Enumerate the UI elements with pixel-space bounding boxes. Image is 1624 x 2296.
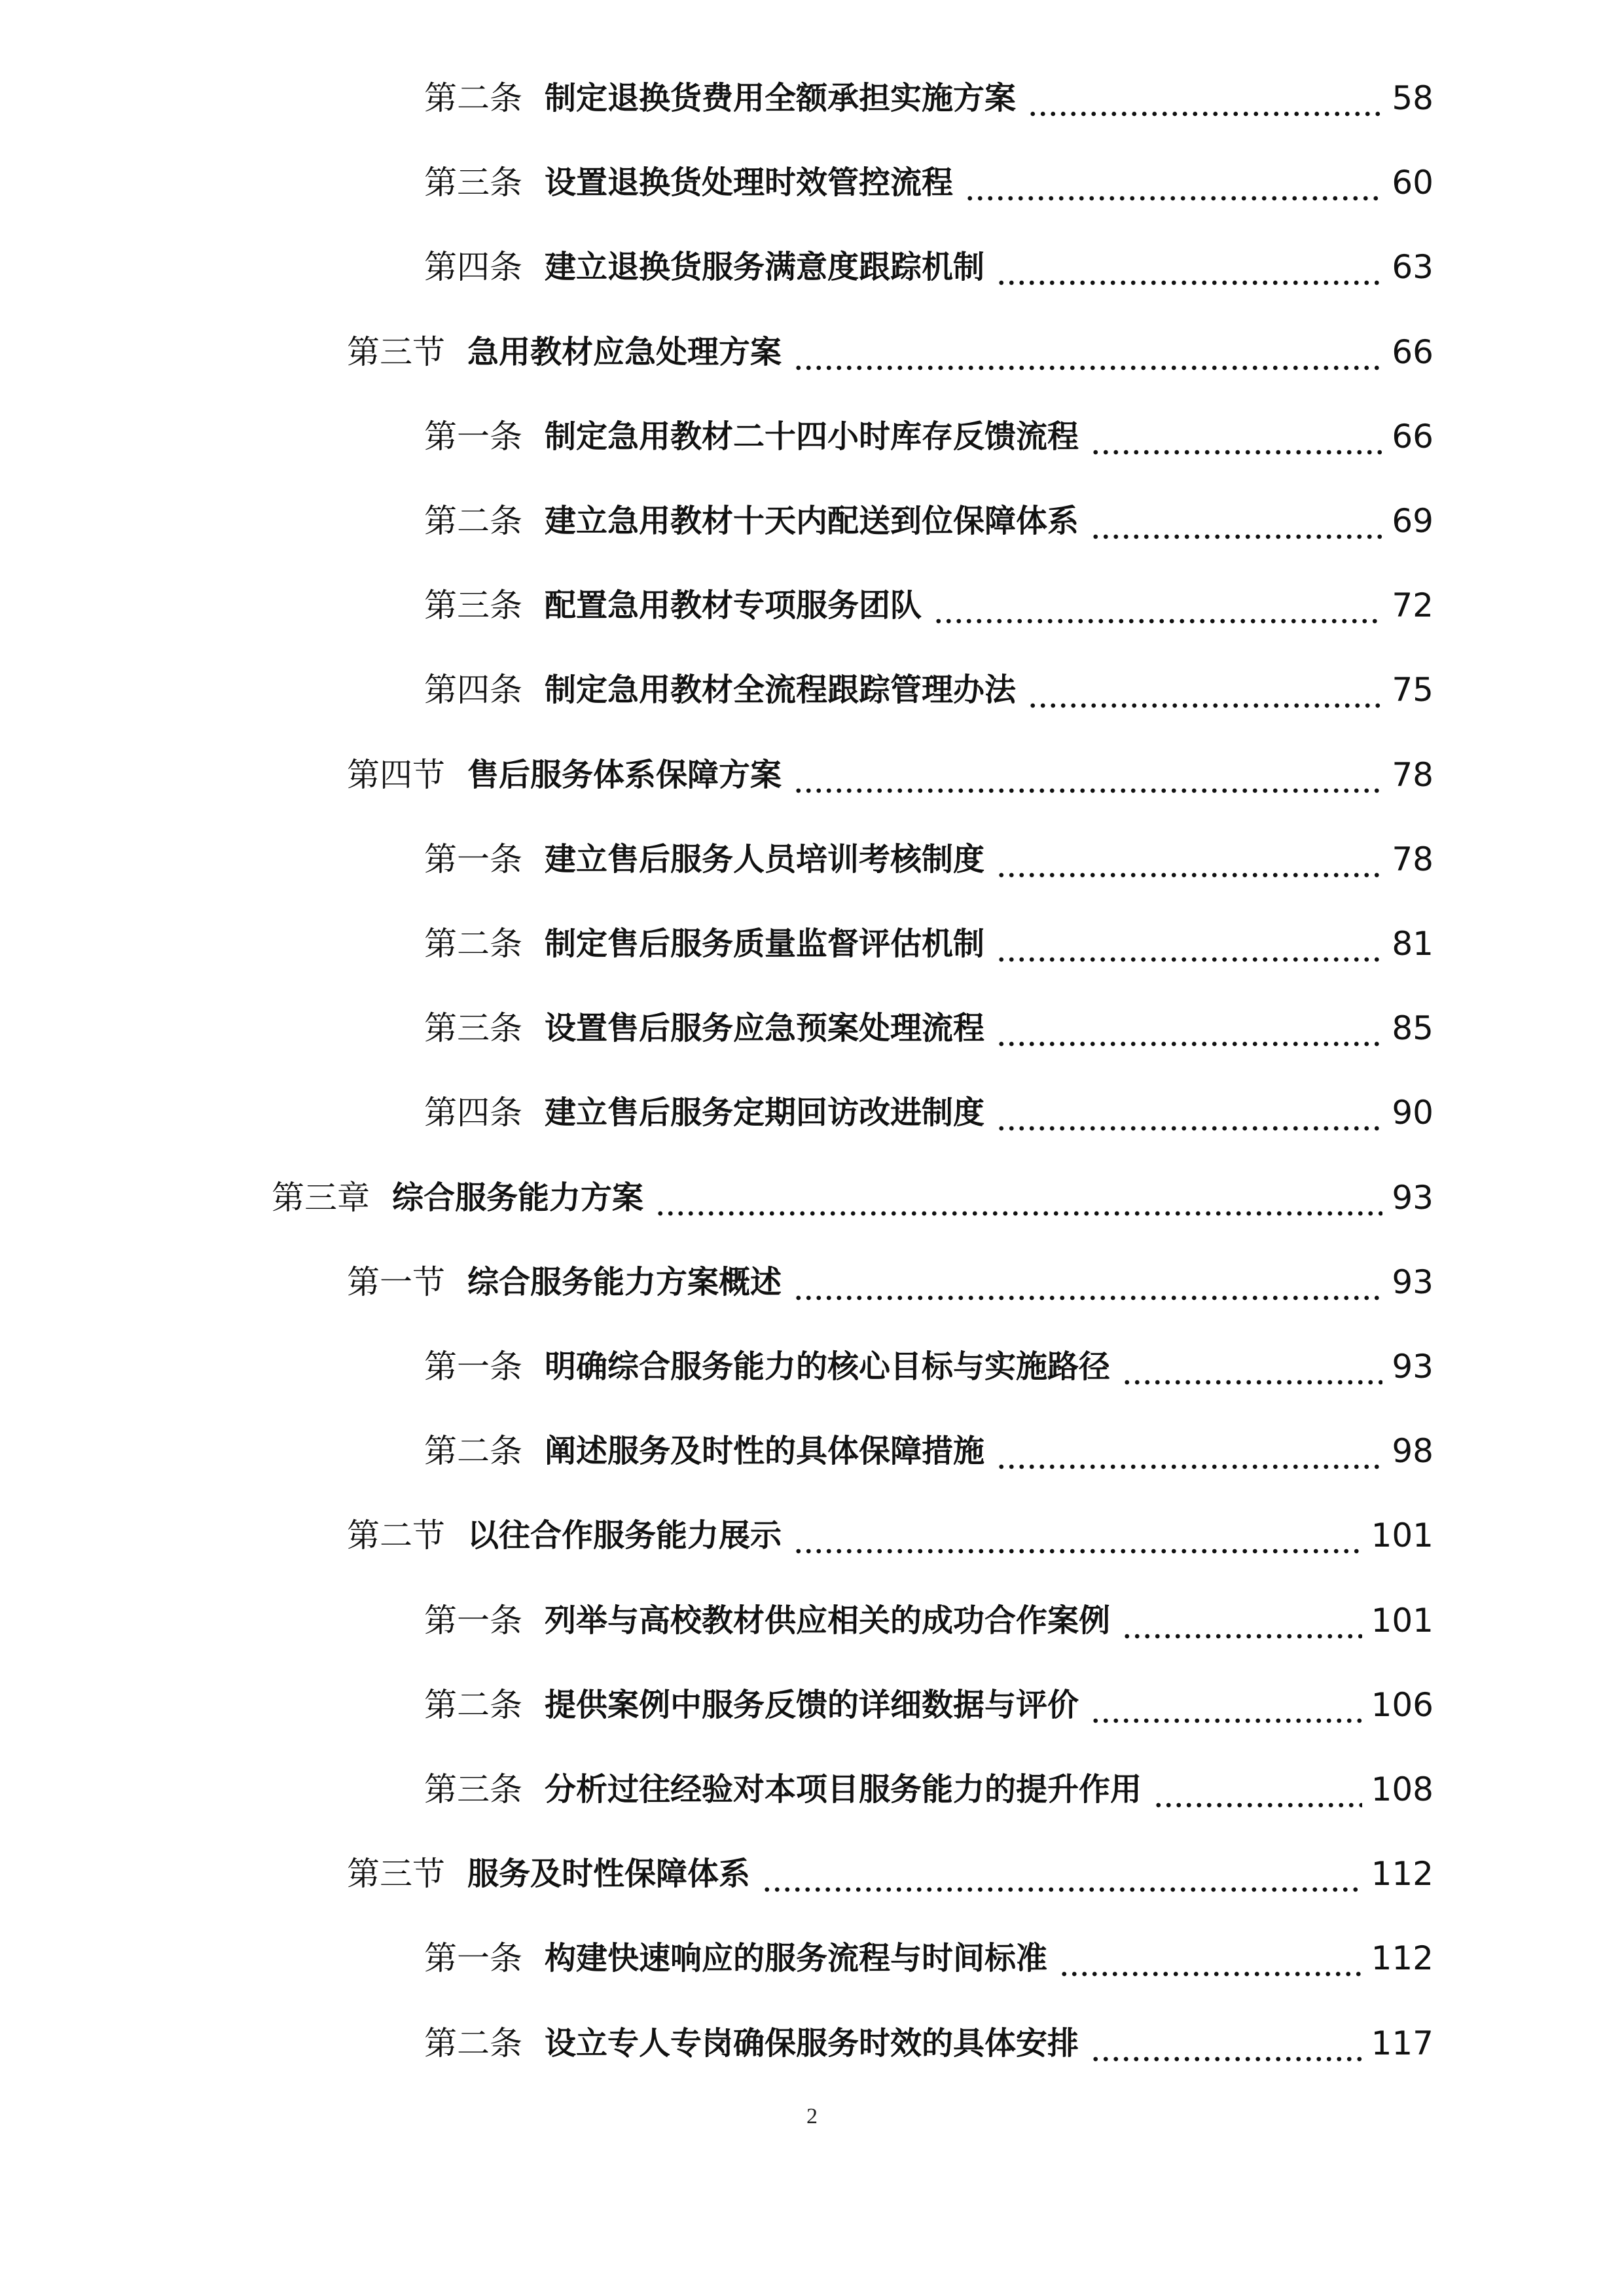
toc-entry-title: 建立售后服务定期回访改进制度 bbox=[545, 1094, 985, 1131]
toc-entry-title: 制定急用教材二十四小时库存反馈流程 bbox=[545, 418, 1079, 455]
toc-entry-title: 构建快速响应的服务流程与时间标准 bbox=[545, 1940, 1048, 1977]
toc-entry-page-number: 101 bbox=[1371, 1602, 1434, 1640]
toc-entry-prefix: 第三条 bbox=[424, 586, 522, 624]
toc-dot-leader bbox=[1091, 410, 1382, 463]
toc-entry-page-number: 81 bbox=[1392, 925, 1434, 963]
toc-entry[interactable] bbox=[424, 664, 1434, 716]
toc-dot-leader bbox=[1028, 664, 1382, 716]
toc-dot-leader bbox=[1091, 1679, 1362, 1731]
toc-entry-page-number: 106 bbox=[1371, 1686, 1434, 1724]
toc-dot-leader bbox=[996, 241, 1382, 293]
toc-entry-prefix: 第二条 bbox=[424, 79, 522, 117]
toc-entry[interactable] bbox=[424, 2017, 1434, 2070]
toc-entry-title: 服务及时性保障体系 bbox=[467, 1856, 751, 1892]
toc-entry[interactable] bbox=[347, 1256, 1434, 1308]
toc-entry-prefix: 第四条 bbox=[424, 248, 522, 286]
toc-dot-leader bbox=[1153, 1763, 1362, 1816]
toc-entry[interactable] bbox=[347, 1848, 1434, 1900]
toc-dot-leader bbox=[793, 326, 1382, 378]
toc-entry-page-number: 69 bbox=[1392, 502, 1434, 540]
toc-entry-page-number: 93 bbox=[1392, 1348, 1434, 1386]
toc-entry-title: 列举与高校教材供应相关的成功合作案例 bbox=[545, 1602, 1111, 1639]
toc-entry-page-number: 63 bbox=[1392, 248, 1434, 286]
toc-entry[interactable] bbox=[347, 326, 1434, 378]
toc-dot-leader bbox=[1122, 1594, 1362, 1647]
toc-entry[interactable] bbox=[424, 579, 1434, 632]
toc-entry[interactable] bbox=[424, 156, 1434, 209]
toc-entry[interactable] bbox=[424, 918, 1434, 970]
toc-entry-title: 设置退换货处理时效管控流程 bbox=[545, 164, 954, 201]
toc-entry-page-number: 98 bbox=[1392, 1432, 1434, 1470]
toc-entry-title: 综合服务能力方案概述 bbox=[467, 1264, 782, 1300]
toc-entry[interactable] bbox=[347, 1509, 1434, 1562]
toc-entry-page-number: 112 bbox=[1371, 1855, 1434, 1893]
toc-entry-prefix: 第二条 bbox=[424, 502, 522, 540]
toc-entry-title: 设立专人专岗确保服务时效的具体安排 bbox=[545, 2025, 1079, 2062]
toc-dot-leader bbox=[655, 1172, 1382, 1224]
toc-entry-page-number: 72 bbox=[1392, 586, 1434, 624]
toc-entry[interactable] bbox=[424, 1594, 1434, 1647]
toc-entry-page-number: 93 bbox=[1392, 1263, 1434, 1301]
toc-dot-leader bbox=[1091, 2017, 1362, 2070]
toc-entry-title: 制定急用教材全流程跟踪管理办法 bbox=[545, 672, 1017, 708]
toc-entry-title: 以往合作服务能力展示 bbox=[467, 1517, 782, 1554]
toc-entry-page-number: 78 bbox=[1392, 756, 1434, 794]
toc-dot-leader bbox=[793, 1509, 1362, 1562]
toc-dot-leader bbox=[1091, 495, 1382, 547]
toc-entry-title: 分析过往经验对本项目服务能力的提升作用 bbox=[545, 1771, 1142, 1808]
toc-entry-title: 明确综合服务能力的核心目标与实施路径 bbox=[545, 1348, 1111, 1385]
toc-entry-page-number: 101 bbox=[1371, 1516, 1434, 1554]
toc-entry-prefix: 第二条 bbox=[424, 2024, 522, 2062]
toc-entry-prefix: 第三条 bbox=[424, 1770, 522, 1808]
toc-entry-prefix: 第二条 bbox=[424, 1686, 522, 1724]
toc-entry-page-number: 108 bbox=[1371, 1770, 1434, 1808]
toc-entry[interactable] bbox=[424, 1340, 1434, 1393]
toc-entry[interactable] bbox=[424, 72, 1434, 124]
toc-entry-title: 建立急用教材十天内配送到位保障体系 bbox=[545, 503, 1079, 539]
toc-entry-prefix: 第三节 bbox=[347, 1855, 445, 1893]
toc-entry-prefix: 第二条 bbox=[424, 925, 522, 963]
toc-dot-leader bbox=[965, 156, 1382, 209]
toc-entry-prefix: 第一条 bbox=[424, 1348, 522, 1386]
toc-entry-title: 配置急用教材专项服务团队 bbox=[545, 587, 922, 624]
toc-entry-title: 制定退换货费用全额承担实施方案 bbox=[545, 80, 1017, 117]
toc-entry-prefix: 第三条 bbox=[424, 1009, 522, 1047]
toc-entry-page-number: 85 bbox=[1392, 1009, 1434, 1047]
toc-entry-prefix: 第二节 bbox=[347, 1516, 445, 1554]
toc-entry-title: 综合服务能力方案 bbox=[392, 1179, 644, 1216]
toc-entry-title: 提供案例中服务反馈的详细数据与评价 bbox=[545, 1687, 1079, 1723]
toc-entry[interactable] bbox=[424, 1002, 1434, 1054]
toc-entry[interactable] bbox=[424, 241, 1434, 293]
toc-dot-leader bbox=[996, 1425, 1382, 1477]
toc-entry[interactable] bbox=[424, 1086, 1434, 1139]
toc-entry-page-number: 78 bbox=[1392, 840, 1434, 878]
toc-entry-page-number: 93 bbox=[1392, 1179, 1434, 1217]
toc-dot-leader bbox=[996, 1002, 1382, 1054]
toc-entry[interactable] bbox=[424, 410, 1434, 463]
toc-entry-prefix: 第一条 bbox=[424, 1939, 522, 1977]
toc-entry-page-number: 112 bbox=[1371, 1939, 1434, 1977]
toc-dot-leader bbox=[1059, 1932, 1362, 1984]
toc-dot-leader bbox=[1028, 72, 1382, 124]
toc-entry-page-number: 117 bbox=[1371, 2024, 1434, 2062]
toc-dot-leader bbox=[762, 1848, 1362, 1900]
toc-entry[interactable] bbox=[272, 1172, 1434, 1224]
toc-entry-prefix: 第一条 bbox=[424, 840, 522, 878]
toc-entry-title: 制定售后服务质量监督评估机制 bbox=[545, 925, 985, 962]
toc-entry-title: 售后服务体系保障方案 bbox=[467, 757, 782, 793]
toc-entry[interactable] bbox=[424, 1932, 1434, 1984]
toc-entry-title: 阐述服务及时性的具体保障措施 bbox=[545, 1433, 985, 1469]
toc-entry[interactable] bbox=[424, 1679, 1434, 1731]
toc-entry-prefix: 第三条 bbox=[424, 164, 522, 202]
toc-entry-prefix: 第四节 bbox=[347, 756, 445, 794]
toc-entry-page-number: 60 bbox=[1392, 164, 1434, 202]
toc-entry-title: 建立售后服务人员培训考核制度 bbox=[545, 841, 985, 878]
toc-dot-leader bbox=[996, 918, 1382, 970]
toc-dot-leader bbox=[996, 1086, 1382, 1139]
toc-entry-prefix: 第一条 bbox=[424, 1602, 522, 1640]
toc-entry-page-number: 90 bbox=[1392, 1094, 1434, 1132]
toc-dot-leader bbox=[793, 1256, 1382, 1308]
toc-entry-prefix: 第二条 bbox=[424, 1432, 522, 1470]
toc-entry-title: 急用教材应急处理方案 bbox=[467, 334, 782, 370]
toc-entry-prefix: 第三章 bbox=[272, 1179, 370, 1217]
toc-entry[interactable] bbox=[347, 749, 1434, 801]
toc-dot-leader bbox=[1122, 1340, 1382, 1393]
toc-entry[interactable] bbox=[424, 495, 1434, 547]
toc-dot-leader bbox=[793, 749, 1382, 801]
toc-entry-page-number: 75 bbox=[1392, 671, 1434, 709]
toc-entry-page-number: 66 bbox=[1392, 418, 1434, 456]
toc-entry-title: 设置售后服务应急预案处理流程 bbox=[545, 1010, 985, 1047]
toc-entry-title: 建立退换货服务满意度跟踪机制 bbox=[545, 249, 985, 285]
toc-entry-prefix: 第三节 bbox=[347, 333, 445, 371]
toc-entry[interactable] bbox=[424, 1763, 1434, 1816]
toc-entry[interactable] bbox=[424, 1425, 1434, 1477]
toc-entry[interactable] bbox=[424, 833, 1434, 886]
toc-dot-leader bbox=[996, 833, 1382, 886]
page-number: 2 bbox=[806, 2104, 818, 2128]
toc-entry-page-number: 66 bbox=[1392, 333, 1434, 371]
toc-entry-prefix: 第一条 bbox=[424, 418, 522, 456]
toc-entry-prefix: 第四条 bbox=[424, 1094, 522, 1132]
toc-entry-prefix: 第四条 bbox=[424, 671, 522, 709]
toc-entry-page-number: 58 bbox=[1392, 79, 1434, 117]
toc-dot-leader bbox=[933, 579, 1382, 632]
toc-entry-prefix: 第一节 bbox=[347, 1263, 445, 1301]
